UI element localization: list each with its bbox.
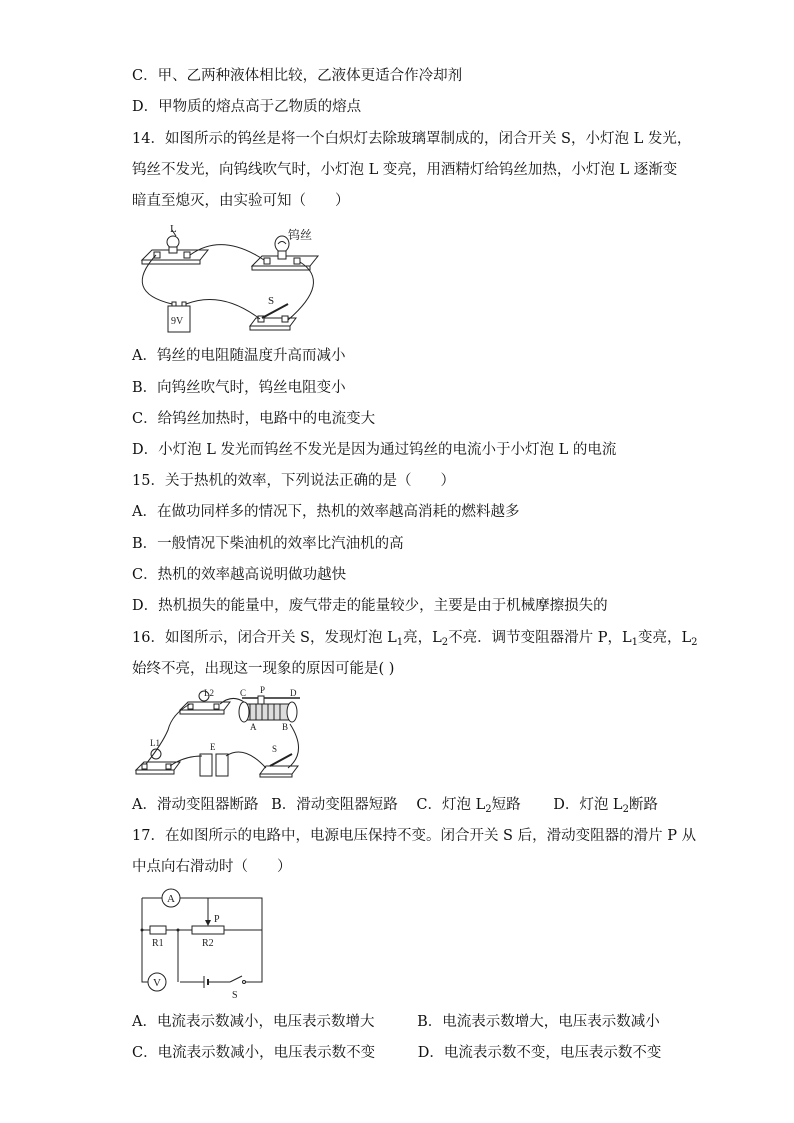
lamp-l-board [142,230,208,264]
switch-contact [243,981,246,984]
wire [186,299,260,319]
q16-option-c-text: C．灯泡 L [416,797,486,813]
battery-label: 9V [171,316,184,327]
q13-option-c: C．甲、乙两种液体相比较，乙液体更适合作冷却剂 [132,68,463,84]
q14-stem-line-3: 暗直至熄灭，由实验可知（ ） [132,193,350,209]
q15-option-b: B．一般情况下柴油机的效率比汽油机的高 [132,536,404,552]
q16-subscript: 2 [441,637,449,648]
q14-option-d: D．小灯泡 L 发光而钨丝不发光是因为通过钨丝的电流小于小灯泡 L 的电流 [132,442,617,458]
switch-blade [230,976,242,982]
wire [226,752,266,768]
switch-label: S [232,990,238,1001]
q14-option-c: C．给钨丝加热时，电路中的电流变大 [132,411,376,427]
q16-subscript: 1 [396,637,404,648]
rheostat-d-label: D [290,688,297,698]
q15-option-c: C．热机的效率越高说明做功越快 [132,567,347,583]
junction [177,929,180,932]
q16-option-b: B．滑动变阻器短路 [271,797,398,813]
resistor-r2 [192,926,224,934]
q16-option-c-text: 短路 [491,797,521,813]
q17-option-b: B．电流表示数增大，电压表示数减小 [417,1014,660,1030]
q14-stem-line-2: 钨丝不发光，向钨线吹气时，小灯泡 L 变亮，用酒精灯给钨丝加热，小灯泡 L 逐渐变 [132,162,678,178]
r1-label: R1 [152,938,164,949]
q17-stem-line-2: 中点向右滑动时（ ） [132,859,292,875]
q17-stem-line-1: 17．在如图所示的电路中，电源电压保持不变。闭合开关 S 后，滑动变阻器的滑片 P 从 [132,828,697,844]
q16-option-c [416,797,520,813]
junction [141,929,144,932]
r2-label: R2 [202,938,214,949]
lamp-l1-board [136,749,180,774]
rheostat-a-label: A [250,722,257,732]
q14-option-a: A．钨丝的电阻随温度升高而减小 [132,348,346,364]
battery-e-label: E [210,742,216,752]
q16-subscript: 1 [631,637,638,648]
q16-option-d [553,797,658,813]
q16-option-a: A．滑动变阻器断路 [132,797,259,813]
filament-label: 钨丝 [288,228,313,242]
p-label: P [214,914,220,925]
q16-options [132,795,658,817]
battery-e [200,754,228,776]
q16-subscript: 2 [485,804,492,815]
q16-subscript: 2 [691,637,698,648]
rheostat-p-label: P [260,685,266,695]
q13-option-d: D．甲物质的熔点高于乙物质的熔点 [132,99,362,115]
q14-option-b: B．向钨丝吹气时，钨丝电阻变小 [132,380,346,396]
switch-label: S [268,295,275,307]
wire [288,724,299,768]
switch-label: S [272,744,278,754]
q16-stem-text: 16．如图所示，闭合开关 S，发现灯泡 L [132,630,397,646]
resistor-r1 [150,926,166,934]
q16-stem-line-1 [132,628,698,650]
q14-circuit-figure [132,222,332,340]
q16-option-d-text: 断路 [628,797,658,813]
slider-p-arrow [205,920,211,926]
rheostat-c-label: C [240,688,247,698]
q16-stem-text: 不亮．调节变阻器滑片 P，L [448,630,632,646]
q16-stem-line-2: 始终不亮，出现这一现象的原因可能是( ) [132,661,395,677]
switch-s [260,754,298,777]
rheostat [239,696,300,722]
q17-option-c: C．电流表示数减小，电压表示数不变 [132,1045,376,1061]
q17-circuit-figure [132,884,272,1004]
q17-option-a: A．电流表示数减小，电压表示数增大 [132,1014,375,1030]
wire [288,262,313,320]
q16-option-d-text: D．灯泡 L [553,797,623,813]
lamp-l-label: L [170,223,177,235]
q17-options-row-1 [132,1012,660,1032]
q15-option-d: D．热机损失的能量中，废气带走的能量较少，主要是由于机械摩擦损失的 [132,598,608,614]
lamp-l2-label: L2 [204,688,214,698]
q16-subscript: 2 [622,804,629,815]
q16-circuit-figure [132,684,322,782]
q14-stem-line-1: 14．如图所示的钨丝是将一个白炽灯去除玻璃罩制成的，闭合开关 S，小灯泡 L 发光， [132,131,692,147]
rheostat-b-label: B [282,722,289,732]
q15-option-a: A．在做功同样多的情况下，热机的效率越高消耗的燃料越多 [132,504,520,520]
lamp-l1-label: L1 [150,738,160,748]
ammeter-label: A [167,893,175,905]
voltmeter-label: V [153,977,161,989]
q17-options-row-2 [132,1043,661,1063]
q15-stem: 15．关于热机的效率，下列说法正确的是（ ） [132,473,455,489]
q16-stem-text: 变亮，L [638,630,692,646]
q17-option-d: D．电流表示数不变，电压表示数不变 [417,1045,662,1061]
q16-stem-text: 亮，L [403,630,442,646]
